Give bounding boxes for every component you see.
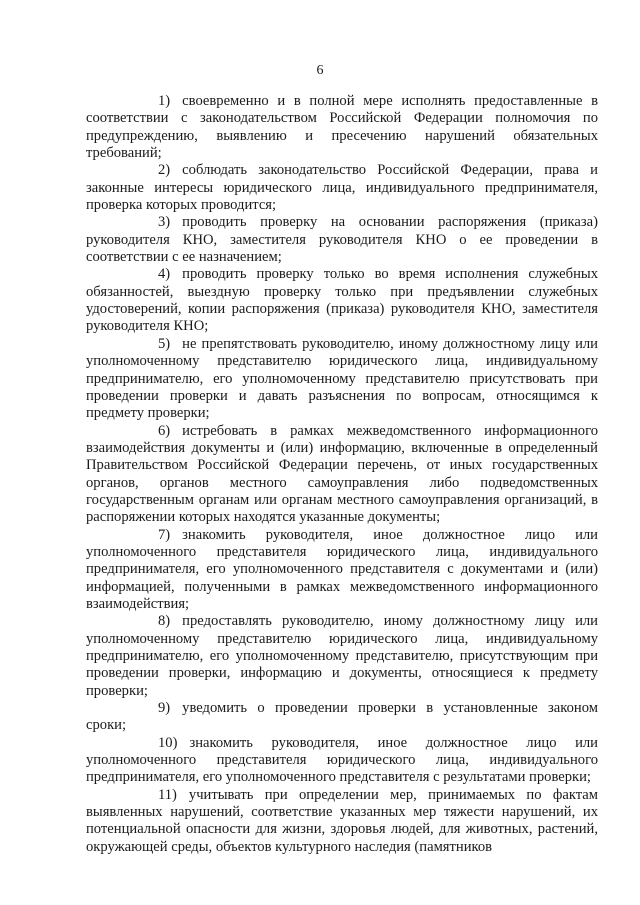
item-text: знакомить руководителя, иное должностное лицо или уполномоченного представителя юридического лица, индивидуального предпринимателя, его уполномоченного представителя с результатами проверки; bbox=[86, 734, 598, 786]
item-number: 2) bbox=[158, 162, 171, 179]
item-number: 9) bbox=[158, 700, 171, 717]
item-text: учитывать при определении мер, принимаемых по фактам выявленных нарушений, соответствие указанных мер тяжести нарушений, их потенциальной опасности для жизни, здоровья людей, для животных, растений, окружающей среды, объектов культурного наследия (памятников bbox=[86, 786, 598, 855]
list-item bbox=[86, 93, 598, 162]
item-text: знакомить руководителя, иное должностное лицо или уполномоченного представителя юридического лица, индивидуального предпринимателя, его уполномоченного представителя с документами и (или) информацией, полученными в рамках межведомственного информационного взаимодействия; bbox=[86, 526, 598, 612]
list-item bbox=[86, 336, 598, 423]
item-text: соблюдать законодательство Российской Федерации, права и законные интересы юридического лица, индивидуального предпринимателя, проверка которых проводится; bbox=[86, 162, 598, 214]
item-number: 8) bbox=[158, 613, 171, 630]
item-text: не препятствовать руководителю, иному должностному лицу или уполномоченному представителю юридического лица, индивидуальному предпринимателю, его уполномоченному представителю присутствовать при проведении проверки и давать разъяснения по вопросам, относящимся к предмету проверки; bbox=[86, 335, 598, 422]
item-number: 11) bbox=[158, 786, 177, 803]
item-number: 1) bbox=[158, 93, 171, 109]
numbered-list bbox=[86, 93, 598, 856]
list-item bbox=[86, 735, 598, 787]
item-number: 10) bbox=[158, 734, 178, 751]
item-number: 6) bbox=[158, 422, 171, 439]
item-text: уведомить о проведении проверки в установленные законом сроки; bbox=[86, 700, 598, 734]
item-text: своевременно и в полной мере исполнять предоставленные в соответствии с законодательством Российской Федерации полномочия по предупреждению, выявлению и пресечению нарушений обязательных требований; bbox=[86, 93, 598, 162]
item-number: 3) bbox=[158, 214, 171, 231]
list-item bbox=[86, 787, 598, 856]
item-number: 7) bbox=[158, 526, 171, 543]
item-number: 4) bbox=[158, 266, 171, 283]
list-item bbox=[86, 527, 598, 614]
list-item bbox=[86, 613, 598, 700]
page-number: 6 bbox=[316, 63, 324, 78]
item-text: истребовать в рамках межведомственного информационного взаимодействия документы и (или) информацию, включенные в определенный Правительством Российской Федерации перечень, от иных государственных органов, органов местного самоуправления либо подведомственных государственным органам или органам местного самоуправления организаций, в распоряжении которых находятся указанные документы; bbox=[86, 422, 598, 526]
item-text: проводить проверку только во время исполнения служебных обязанностей, выездную проверку только при предъявлении служебных удостоверений, копии распоряжения (приказа) руководителя КНО, заместителя руководителя КНО; bbox=[86, 266, 598, 335]
list-item bbox=[86, 266, 598, 335]
item-number: 5) bbox=[158, 335, 171, 352]
item-text: проводить проверку на основании распоряжения (приказа) руководителя КНО, заместителя руководителя КНО о ее проведении в соответствии с ее назначением; bbox=[86, 214, 598, 266]
item-text: предоставлять руководителю, иному должностному лицу или уполномоченному представителю юридического лица, индивидуальному предпринимателю, его уполномоченному представителю, присутствующим при проведении проверки, информацию и документы, относящиеся к предмету проверки; bbox=[86, 613, 598, 699]
list-item bbox=[86, 700, 598, 735]
list-item bbox=[86, 214, 598, 266]
list-item bbox=[86, 162, 598, 214]
list-item bbox=[86, 423, 598, 527]
